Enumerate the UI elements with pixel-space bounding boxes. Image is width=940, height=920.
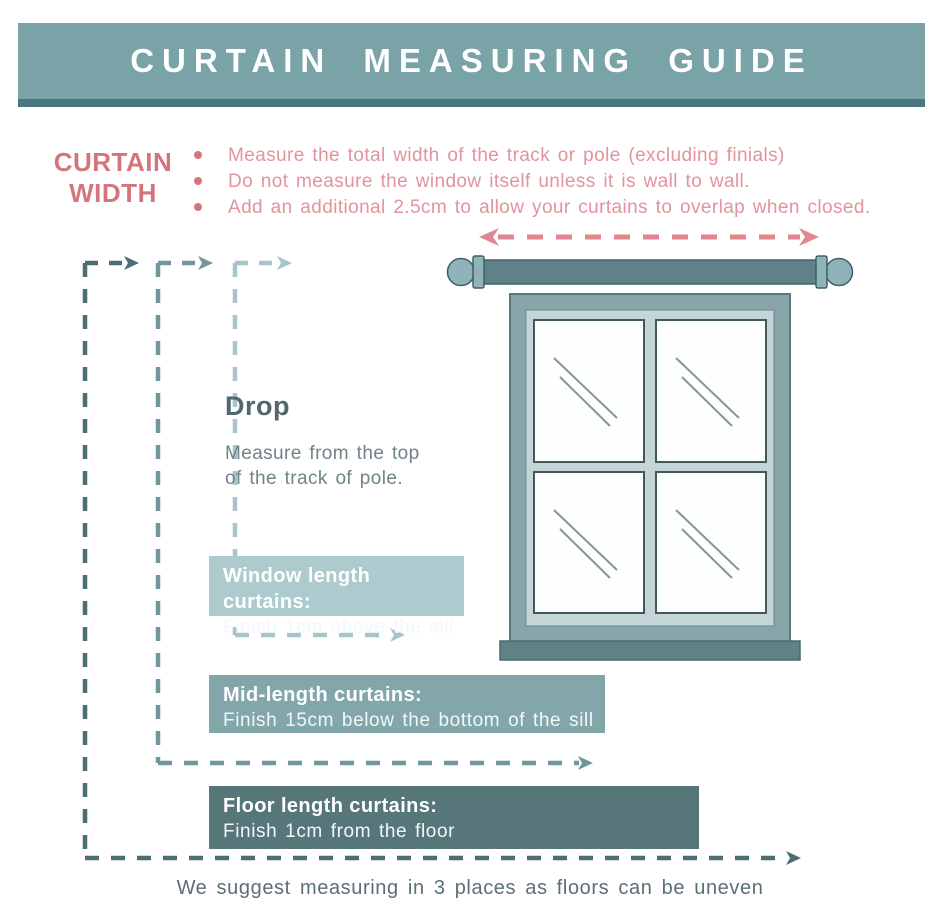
bullet-dot-icon [194,177,202,185]
window-length-detail: Finish 1cm above the sill [223,617,455,638]
curtain-width-bullets [194,144,934,222]
bullet-dot-icon [194,151,202,159]
curtain-pole [448,256,853,288]
bullet-item [194,196,934,219]
mid-length-detail: Finish 15cm below the bottom of the sill [223,710,594,731]
window-length-title: Window length curtains: [223,565,371,613]
drop-description [225,441,455,491]
window-sill [500,641,800,660]
drop-description-line1: Measure from the top [225,443,420,464]
window-illustration [500,294,800,660]
footer-note: We suggest measuring in 3 places as floors can be uneven [176,877,764,899]
floor-length-detail: Finish 1cm from the floor [223,821,456,842]
width-arrow-icon [479,228,819,246]
mid-length-title: Mid-length curtains: [223,684,423,706]
floor-length-title: Floor length curtains: [223,795,438,817]
drop-heading: Drop [225,391,290,421]
bullet-text: Do not measure the window itself unless it is wall to wall. [228,171,750,192]
bullet-dot-icon [194,203,202,211]
bullet-text: Add an additional 2.5cm to allow your curtains to overlap when closed. [228,197,871,218]
bullet-text: Measure the total width of the track or pole (excluding finials) [228,145,785,166]
curtain-width-label [48,147,178,208]
curtain-width-label-line1: CURTAIN [53,147,173,177]
curtain-width-label-line2: WIDTH [69,177,157,208]
bullet-item [194,170,934,193]
drop-description-line2: of the track of pole. [225,468,403,489]
mid-length-box [209,675,605,733]
page-title: CURTAIN MEASURING GUIDE [130,42,813,79]
floor-length-box [209,786,699,849]
drop-section [225,391,455,491]
header-banner [18,23,925,107]
window-length-box [209,556,464,638]
bullet-item [194,144,934,167]
